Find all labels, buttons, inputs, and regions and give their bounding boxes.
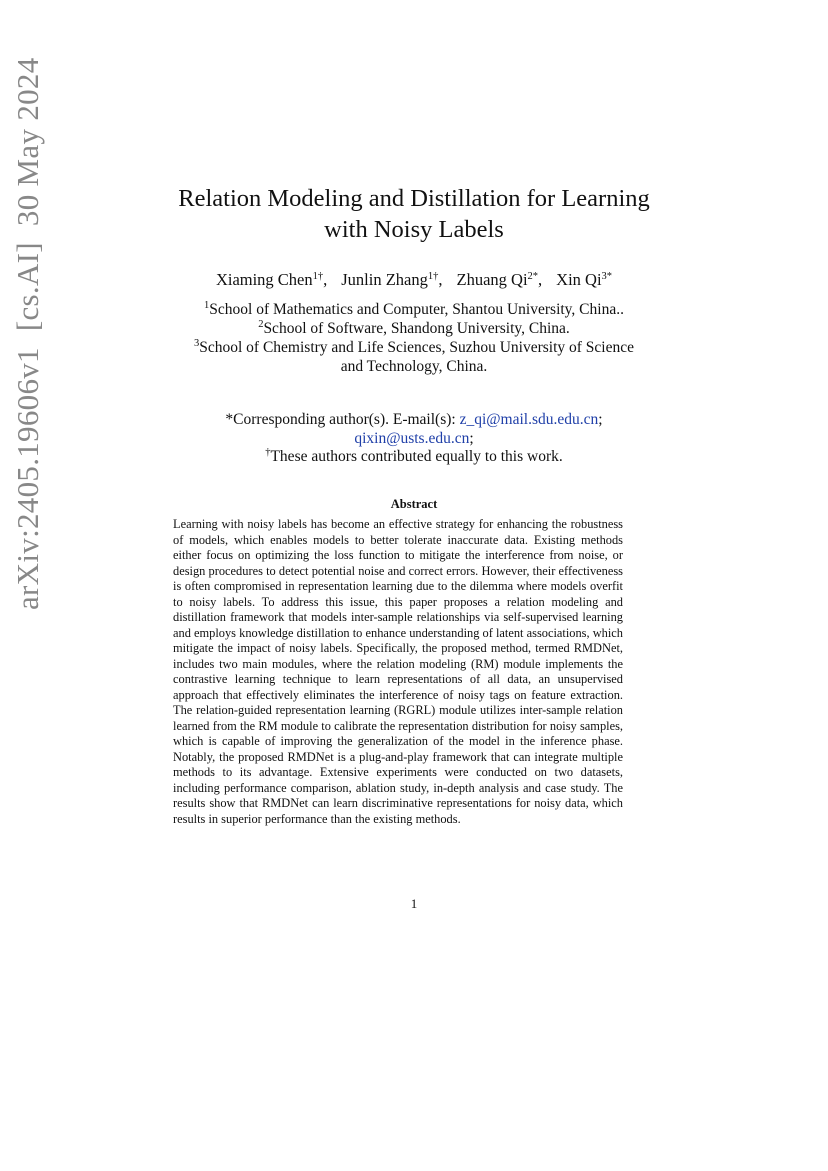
email-link-2[interactable]: qixin@usts.edu.cn [354,430,470,447]
abstract-heading: Abstract [390,497,438,511]
author: Zhuang $Qi^{2*}$, [456,270,543,289]
arxiv-date: 30 May 2024 [10,57,45,227]
affiliation-1: $^1$School of Mathematics and Computer, Shantou University, China.. [204,300,624,318]
arxiv-category: [cs.AI] [10,242,45,332]
page-number: 1 [410,896,418,911]
equal-contribution-note: †These authors contributed equally to this work. [265,447,563,465]
affiliation-3: $^3$School of Chemistry and Life Sciences, Suzhou University of Science [193,338,634,356]
author: Junlin Zhang$^{1\dagger}$, [341,270,443,289]
affiliation-3-cont: and Technology, China. [340,358,488,375]
title-line-1: Relation Modeling and Distillation for Learning [178,185,650,212]
abstract-body: Learning with noisy labels has become an effective strategy for enhancing the robustness of models, which enables models to better tolerate inaccurate data. Existing methods either focus on optimizing the loss function to mitigate the interference from noise, or design procedures to detect potential noise and correct errors. However, their effectiveness is often compromised in representation learning due to the dilemma where models overfit to noisy labels. To address this issue, this paper proposes a relation modeling and distillation framework that models inter-sample relationships via self-supervised learning and employs knowledge distillation to enhance understanding of latent associations, which mitigate the impact of noisy labels. Specifically, the proposed method, termed RMDNet, includes two main modules, where the relation modeling (RM) module implements the contrastive learning technique to learn representations of all data, an unsupervised approach that effectively eliminates the interference of noisy tags on feature extraction. The relation-guided representation learning (RGRL) module utilizes inter-sample relation learned from the RM module to calibrate the representation distribution for noisy samples, which is capable of improving the generalization of the model in the inference phase. Notably, the proposed RMDNet is a plug-and-play framework that can integrate multiple methods to its advantage. Extensive experiments were conducted on two datasets, including performance comparison, ablation study, in-depth analysis and case study. The results show that RMDNet can learn discriminative representations for noisy data, which results in superior performance than the existing methods. [173,517,623,826]
author: Xin $Qi^{3*}$ [556,270,613,289]
title-line-2: with Noisy Labels [324,216,504,243]
paper-title [0,183,828,245]
author: Xiaming Chen$^{1\dagger}$, [215,270,328,289]
author-list [0,270,828,290]
arxiv-id: arXiv:2405.19606v1 [10,347,45,610]
corresponding-line-2: qixin@usts.edu.cn; [354,430,474,447]
corresponding-line: *Corresponding author(s). E-mail(s): z_qi@mail.sdu.edu.cn; [225,411,603,428]
affiliation-2: $^2$School of Software, Shandong University, China. [258,319,570,337]
corresponding-label: *Corresponding author(s). E-mail(s): [225,411,460,428]
email-link-1[interactable]: z_qi@mail.sdu.edu.cn [459,411,599,428]
